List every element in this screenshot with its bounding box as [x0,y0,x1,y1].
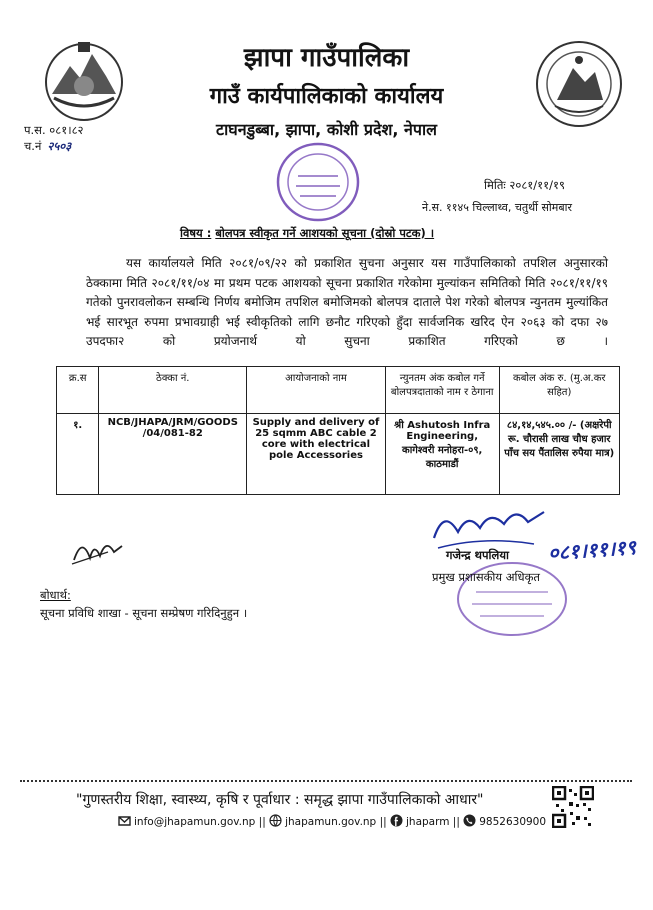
nepal-sambat-date: ने.स. ११४५ चिल्लाथ्व, चतुर्थी सोमबार [422,201,572,214]
office-address: टाघनडुब्बा, झापा, कोशी प्रदेश, नेपाल [216,120,437,139]
initials-signature [68,530,128,570]
cell-project-name: Supply and delivery of 25 sqmm ABC cable 2 core with electrical pole Accessories [247,414,386,495]
cell-sn: १. [57,414,99,495]
handwritten-date: ०८१।११।१९ [547,534,637,566]
header-bidder: न्युनतम अंक कबोल गर्ने बोलपत्रदाताको नाम र ठेगाना [385,367,499,414]
header-sn: क्र.स [57,367,99,414]
footer-contacts: info@jhapamun.gov.np || jhapamun.gov.np || jhaparm || 9852630900 [118,814,546,828]
letter-subject [180,226,434,241]
table-header-row [57,367,620,414]
cc-label: बोधार्थ: [40,588,71,602]
cell-amount: ८४,१४,५४५.०० /- (अक्षरेपी रू. चौरासी लाख चौध हजार पाँच सय पैंतालिस रुपैया मात्र) [499,414,619,495]
dispatch-number: २५०३ [47,139,72,153]
globe-icon [269,814,282,827]
qr-code[interactable] [552,786,594,828]
footer-divider [20,780,632,783]
header-amount: कबोल अंक रु. (मु.अ.कर सहित) [499,367,619,414]
cc-line: सूचना प्रविधि शाखा - सूचना सम्प्रेषण गरिदिनुहुन । [40,606,248,620]
notice-body: यस कार्यालयले मिति २०८१/०९/२२ को प्रकाशित सुचना अनुसार यस गाउँपालिकाको तपशिल अनुसारको ठेक्कामा मिति २०८१/११/०४ मा प्रथम पटक आशयको सूचना प्रकाशित गरेकोमा मुल्यांकन समितिको मिति २०८१/११/१९ गतेको पुनरावलोकन सम्बन्धि निर्णय बमोजिम तपशिल बमोजिमको बोलपत्र दाताले पेश गरेको बोलपत्र न्युनतम मुल्यांकित भई सारभूत रुपमा प्रभावग्राही भई स्वीकृतिको लागि छनौट गरिएको हुँदा सार्वजनिक खरिद ऐन २०६३ को दफा २७ उपदफा२ को प्रयोजनार्थ यो सुचना प्रकाशित गरिएको छ । [86,256,608,348]
office-title: गाउँ कार्यपालिकाको कार्यालय [209,84,444,109]
header-contract-no: ठेक्का नं. [99,367,247,414]
fiscal-year-ref: प.स. ०८१।८२ [24,123,84,137]
tender-table [56,366,620,495]
dispatch-label: च.नं [24,139,42,153]
facebook-icon [390,814,403,827]
office-stamp [268,136,368,228]
cell-contract-no: NCB/JHAPA/JRM/GOODS /04/081-82 [99,414,247,495]
letter-date: मितिः २०८१/११/१९ [484,178,565,192]
header-project-name: आयोजनाको नाम [247,367,386,414]
subject-text: बोलपत्र स्वीकृत गर्ने आशयको सूचना (दोस्रो पटक) । [215,226,435,240]
footer-email[interactable]: info@jhapamun.gov.np [134,816,256,828]
officer-name: गजेन्द्र थपलिया [446,548,509,562]
phone-icon [463,814,476,827]
officer-title: प्रमुख प्रशासकीय अधिकृत [432,570,540,584]
approval-stamp [452,556,572,642]
cell-bidder: श्री Ashutosh Infra Engineering, कागेश्वरी मनोहरा-०९, काठमाडौं [385,414,499,495]
footer-facebook[interactable]: jhaparm [406,816,450,828]
subject-label: विषय : [180,226,212,240]
footer-phone[interactable]: 9852630900 [479,816,547,828]
dispatch-ref [24,138,84,154]
reference-numbers [24,122,84,154]
footer-website[interactable]: jhapamun.gov.np [285,816,377,828]
municipality-title: झापा गाउँपालिका [243,43,410,73]
table-row [57,414,620,495]
footer-motto: "गुणस्तरीय शिक्षा, स्वास्थ्य, कृषि र पूर्वाधार : समृद्ध झापा गाउँपालिकाको आधार" [76,792,484,808]
mail-icon [118,814,131,827]
